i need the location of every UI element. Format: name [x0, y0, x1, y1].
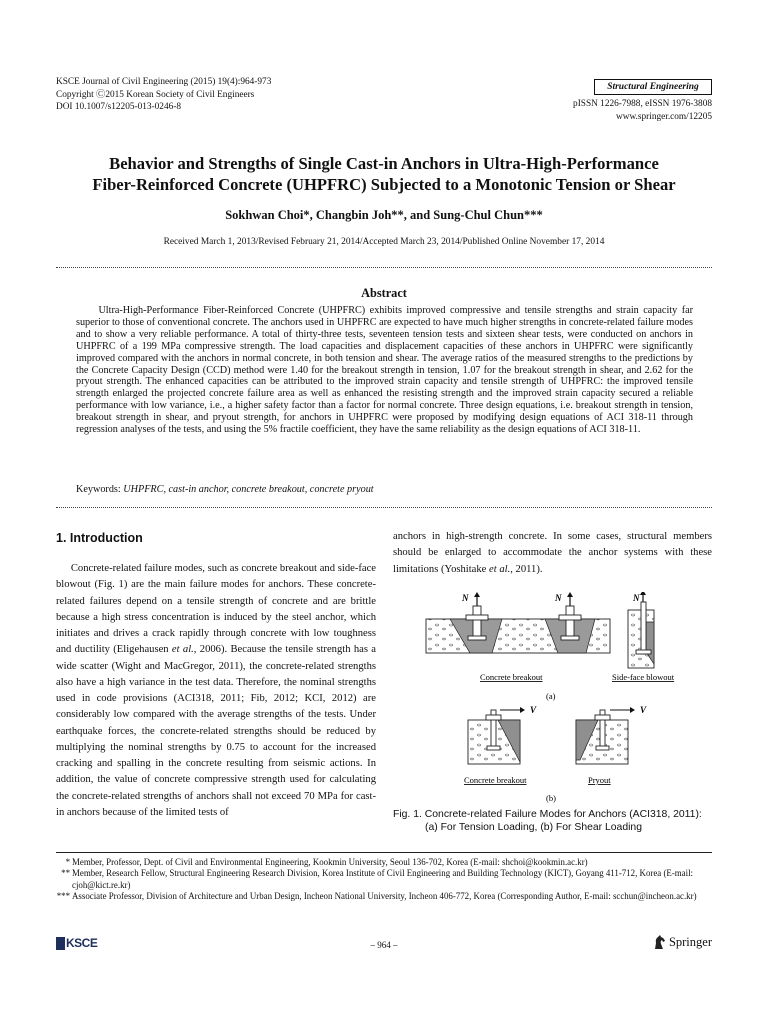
- footnote-3: [56, 891, 712, 902]
- footnote-divider: [56, 852, 712, 853]
- footnote-mark: **: [61, 868, 70, 879]
- v-label-2: V: [640, 705, 647, 715]
- intro-right-italic: et al.: [489, 563, 511, 575]
- pryout-illustration: [576, 705, 647, 764]
- section-heading-introduction: 1. Introduction: [56, 531, 143, 545]
- intro-text-part-1: Concrete-related failure modes, such as concrete breakout and side-face blowout (Fig. 1) are the main failure modes for anchors. These concrete-related failures depend on a tensile strength of concrete and are brittle because a high stress concentration is induced by the steel anchor, which initiates and drives a crack rapidly through concrete with low toughness and ductility (Eligehausen: [56, 563, 376, 656]
- label-concrete-breakout-b: Concrete breakout: [464, 775, 527, 785]
- n-label-2: N: [555, 593, 562, 603]
- keywords: [76, 484, 374, 495]
- intro-text-italic: et al.: [171, 644, 194, 656]
- footnote-2: [56, 868, 712, 891]
- shear-breakout-illustration: [468, 705, 537, 764]
- keywords-label: Keywords:: [76, 484, 121, 495]
- footnote-text: Member, Research Fellow, Structural Engineering Research Division, Korea Institute of Civil Engineering and Building Technology (KICT), Goyang 411-712, Korea (E-mail: cjoh@kict.re.kr): [72, 868, 694, 890]
- springer-horse-icon: [653, 934, 667, 950]
- caption-line-2: (a) For Tension Loading, (b) For Shear Loading: [425, 822, 642, 833]
- keywords-list: UHPFRC, cast-in anchor, concrete breakout, concrete pryout: [123, 484, 374, 495]
- copyright-line: Copyright Ⓒ2015 Korean Society of Civil Engineers: [56, 89, 255, 100]
- footnote-text: Member, Professor, Dept. of Civil and Environmental Engineering, Kookmin University, Seoul 136-702, Korea (E-mail: shchoi@kookmin.ac.kr): [72, 857, 588, 867]
- divider-bottom: [56, 507, 712, 508]
- label-b: (b): [546, 793, 556, 803]
- intro-right-text-1: anchors in high-strength concrete. In some cases, structural members should be enlarged to accommodate the anchor systems with these limitations (Yoshitake: [393, 531, 712, 575]
- footnote-1: [56, 857, 712, 868]
- footnote-text: Associate Professor, Division of Architecture and Urban Design, Incheon National University, Incheon 406-772, Korea (Corresponding Author, E-mail: scchun@incheon.ac.kr): [72, 890, 697, 901]
- label-a: (a): [546, 691, 556, 701]
- title-line-2: Fiber-Reinforced Concrete (UHPFRC) Subjected to a Monotonic Tension or Shear: [92, 175, 676, 194]
- caption-line-1: Fig. 1. Concrete-related Failure Modes for Anchors (ACI318, 2011):: [393, 809, 702, 820]
- side-face-blowout-illustration: [628, 592, 654, 668]
- intro-paragraph-continued: [393, 529, 712, 578]
- figure-1-caption: [393, 808, 718, 834]
- n-label-3: N: [633, 593, 640, 603]
- journal-line: KSCE Journal of Civil Engineering (2015) 19(4):964-973: [56, 77, 272, 87]
- intro-paragraph-1: [56, 561, 376, 821]
- label-pryout: Pryout: [588, 775, 611, 785]
- title-line-1: Behavior and Strengths of Single Cast-in Anchors in Ultra-High-Performance: [109, 154, 659, 173]
- doi-line: DOI 10.1007/s12205-013-0246-8: [56, 102, 181, 113]
- intro-right-text-2: , 2011).: [510, 563, 543, 575]
- tension-breakout-illustration: [426, 592, 610, 653]
- footnotes: [56, 857, 712, 902]
- springer-logo: [653, 934, 712, 950]
- intro-text-part-2: , 2006). Because the tensile strength has a wide scatter (Wight and MacGregor, 2011), the concrete-related strengths also have a high variance in the test data. Therefore, the nominal strengths used in code provisions (ACI318, 2011; Fib, 2012; KCI, 2012) are considerably low compared with the average strengths of the tests. Under earthquake forces, the concrete-related strengths should be reduced by multiplying the nominal strengths by 0.75 to account for the increased cracking and spalling in the concrete resulting from seismic actions. In addition, the value of concrete compressive strength used for calculating the concrete-related strengths of anchors shall not exceed 70 MPa for cast-in anchors because of the limited tests of: [56, 644, 376, 818]
- url-line: www.springer.com/12205: [616, 111, 712, 122]
- paper-title: [0, 153, 768, 195]
- issn-block: [573, 98, 712, 123]
- logo-text: KSCE: [66, 936, 98, 950]
- issn-line: pISSN 1226-7988, eISSN 1976-3808: [573, 99, 712, 109]
- intro-left-column: [56, 561, 376, 821]
- abstract-text: Ultra-High-Performance Fiber-Reinforced Concrete (UHPFRC) exhibits improved compressive and tensile strengths and strain capacity far superior to those of conventional concrete. The anchors used in UHPFRC are expected to have much higher strengths in concrete-related failure modes and to show a very reliable performance. A total of thirty-three tests, seventeen tension tests and sixteen shear tests, were conducted on anchors in UHPFRC of a 199 MPa compressive strength. The load capacities and displacement capacities of these anchors in UHPFRC were significantly improved compared with the anchors in normal concrete, in both tension and shear. The average ratios of the measured strengths to the predictions by the Concrete Capacity Design (CCD) method were 1.40 for the breakout strength in tension, 1.07 for the breakout strength in shear, and 2.62 for the pryout strength. The enhanced capacities can be attributed to the improved strain capacity and tensile strength of UHPFRC: the improved tensile strength enlarged the projected concrete failure area as well as enhanced the resisting strength and the improved strain capacity secured a reliable performance with low variance, i.e., a higher safety factor than a factor for normal concrete. Three design equations, i.e. breakout strength in tension, breakout strength in shear, and pryout strength, for anchors in UHPFRC were proposed by modifying design equations of ACI 318-11 through regression analyses of the tests, and using the 5% fractile coefficient, they have the same reliability as the design equations of ACI 318-11.: [76, 305, 693, 436]
- authors: Sokhwan Choi*, Changbin Joh**, and Sung-Chul Chun***: [225, 208, 543, 222]
- figure-1-diagram: [420, 592, 690, 806]
- received-dates: Received March 1, 2013/Revised February 21, 2014/Accepted March 23, 2014/Published Online November 17, 2014: [163, 237, 605, 247]
- label-concrete-breakout-a: Concrete breakout: [480, 672, 543, 682]
- v-label-1: V: [530, 705, 537, 715]
- footnote-mark: ***: [56, 890, 70, 901]
- journal-header: [56, 76, 271, 114]
- abstract-heading: Abstract: [361, 286, 407, 300]
- page-number: – 964 –: [370, 940, 398, 950]
- section-badge: Structural Engineering: [594, 79, 712, 95]
- intro-right-column: [393, 529, 712, 578]
- n-label-1: N: [462, 593, 469, 603]
- footnote-mark: *: [65, 857, 70, 867]
- label-side-face-blowout: Side-face blowout: [612, 672, 675, 682]
- publisher-name: Springer: [668, 934, 712, 949]
- divider-top: [56, 267, 712, 268]
